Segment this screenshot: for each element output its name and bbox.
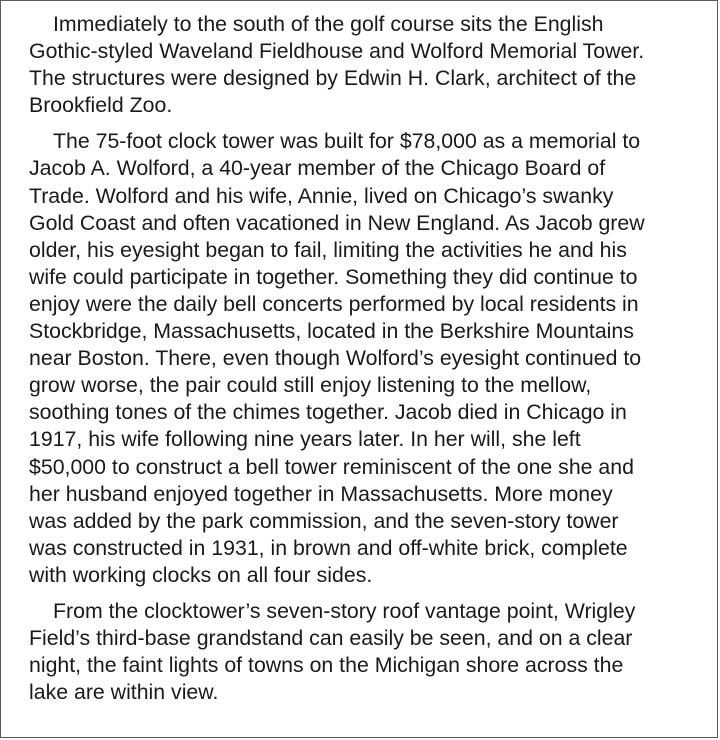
paragraph-3: From the clocktower’s seven-story roof vantage point, Wrigley Field’s third-base grandstand can easily be seen, and on a clear night, the faint lights of towns on the Michigan shore across the lake are within view. bbox=[29, 598, 636, 705]
paragraph-2: The 75-foot clock tower was built for $78,000 as a memorial to Jacob A. Wolford, a 40-year member of the Chicago Board of Trade. Wolford and his wife, Annie, lived on Chicago’s swanky Gold Coast and often vacationed in New England. As Jacob grew older, his eyesight began to fail, limiting the activities he and his wife could participate in together. Something they did continue to enjoy were the daily bell concerts performed by local residents in Stockbridge, Massachusetts, located in the Berkshire Mountains near Boston. There, even though Wolford’s eyesight continued to grow worse, the pair could still enjoy listening to the mellow, soothing tones of the chimes together. Jacob died in Chicago in 1917, his wife following nine years later. In her will, she left $50,000 to construct a bell tower reminiscent of the one she and her husband enjoyed together in Massachusetts. More money was added by the park commission, and the seven-story tower was constructed in 1931, in brown and off-white brick, complete with working clocks on all four sides. bbox=[29, 129, 645, 587]
text-body bbox=[29, 11, 699, 715]
paragraph-1: Immediately to the south of the golf course sits the English Gothic-styled Waveland Fieldhouse and Wolford Memorial Tower. The structures were designed by Edwin H. Clark, architect of the Brookfield Zoo. bbox=[29, 12, 645, 118]
